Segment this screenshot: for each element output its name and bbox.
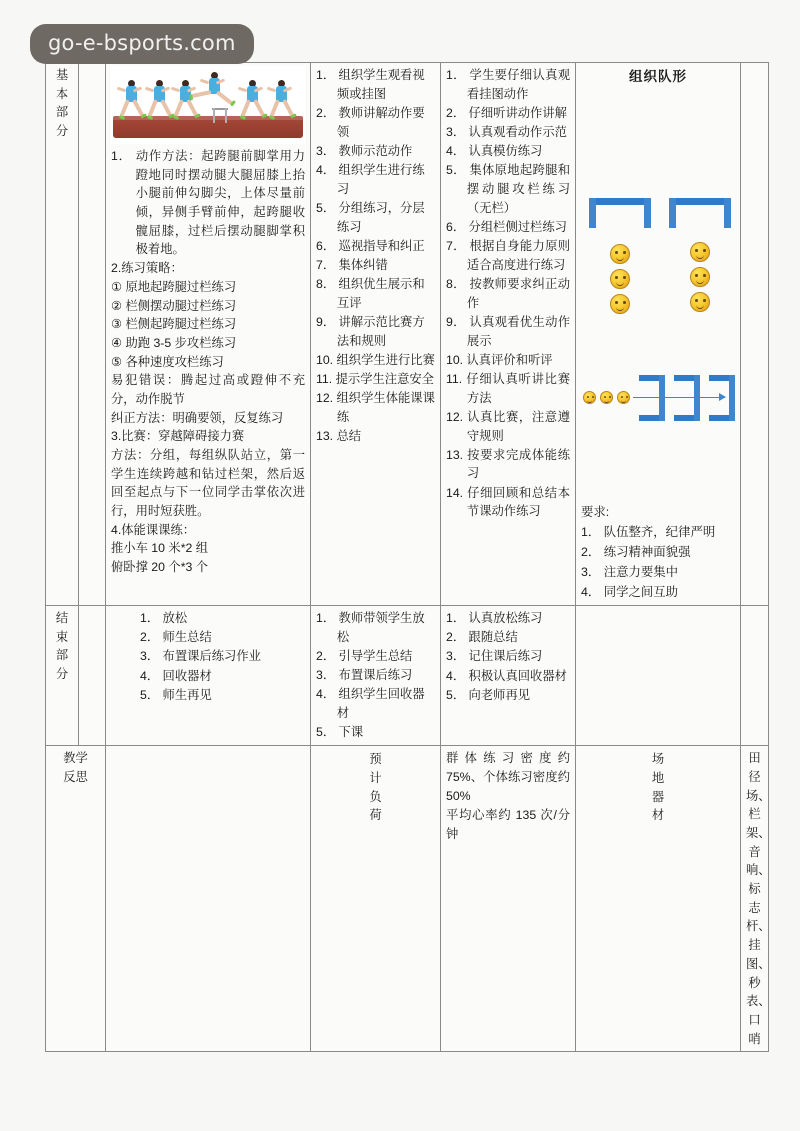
- formation-diagram: [581, 198, 735, 498]
- runner-figure: [244, 80, 261, 122]
- teacher-activity-item: 9． 讲解示范比赛方法和规则: [316, 314, 425, 348]
- student-activity-item: 2． 仔细听讲动作讲解: [446, 105, 567, 120]
- content-line: ① 原地起跨腿过栏练习: [111, 279, 237, 294]
- student-activity-item: 2． 跟随总结: [446, 630, 518, 645]
- student-activity-item: 14. 仔细回顾和总结本节课动作练习: [446, 485, 570, 519]
- venue-equipment-label: 场 地 器 材: [576, 746, 741, 1052]
- student-activity-item: 8． 按教师要求纠正动作: [446, 277, 570, 310]
- runner-figure: [151, 80, 168, 122]
- teacher-activity-item: 12. 组织学生体能课课练: [316, 391, 435, 424]
- student-activity-item: 12. 认真比赛，注意遵守规则: [446, 409, 570, 443]
- student-marker-icon: [610, 269, 630, 289]
- runner-figure: [123, 80, 140, 122]
- basic-teacher-activities-cell: [311, 63, 441, 606]
- student-activity-item: 9． 认真观看优生动作展示: [446, 314, 570, 348]
- hurdle-icon: [669, 198, 731, 228]
- basic-extra-cell: [741, 63, 769, 606]
- student-activity-item: 13. 按要求完成体能练习: [446, 447, 570, 481]
- teacher-activity-item: 3． 教师示范动作: [316, 143, 413, 158]
- student-activity-item: 11. 仔细认真听讲比赛方法: [446, 372, 570, 405]
- content-line: 4． 回收器材: [140, 668, 212, 683]
- basic-formation-cell: [576, 63, 741, 606]
- basic-content-text: [111, 147, 305, 577]
- content-line: 4.体能课课练：: [111, 522, 196, 537]
- basic-time-cell: [79, 63, 106, 606]
- teacher-activity-item: 8． 组织优生展示和互评: [316, 277, 425, 310]
- content-line: 3.比赛：穿越障碍接力赛: [111, 429, 245, 444]
- section-label-basic: 基 本 部 分: [46, 63, 79, 606]
- content-line: ③ 栏侧起跨腿过栏练习: [111, 317, 237, 332]
- student-marker-icon-small: [617, 391, 630, 404]
- content-line: ④ 助跑 3-5 步攻栏练习: [111, 335, 237, 350]
- teacher-activity-item: 4． 组织学生回收器材: [316, 687, 425, 720]
- requirement-item: 1． 队伍整齐，纪律严明: [581, 524, 716, 539]
- student-marker-icon: [690, 267, 710, 287]
- expected-load-label: 预 计 负 荷: [311, 746, 441, 1052]
- load-line: 群体练习密度约 75%、个体练习密度约 50%: [446, 751, 570, 803]
- teacher-activity-item: 5． 分组练习，分层练习: [316, 200, 425, 234]
- basic-student-activities-cell: [441, 63, 576, 606]
- venue-equipment-value: 田径场、栏架、音响、标志杆、挂图、秒表、口哨: [741, 746, 769, 1052]
- teacher-activity-item: 2． 引导学生总结: [316, 648, 413, 663]
- ending-time-cell: [79, 605, 106, 745]
- teacher-activity-item: 5． 下课: [316, 725, 364, 740]
- table-row-ending-section: [46, 605, 769, 745]
- requirement-item: 2． 练习精神面貌强: [581, 544, 691, 559]
- content-line: 推小车 10 米*2 组: [111, 541, 209, 556]
- student-activity-item: 4． 积极认真回收器材: [446, 668, 567, 683]
- teacher-activity-item: 11. 提示学生注意安全: [316, 372, 434, 386]
- student-activity-item: 5． 向老师再见: [446, 687, 531, 702]
- bracket-hurdle-icon: [639, 375, 665, 421]
- student-marker-icon-small: [583, 391, 596, 404]
- reflection-label: 教学 反思: [46, 746, 106, 1052]
- bracket-hurdle-icon: [674, 375, 700, 421]
- requirement-item: 4． 同学之间互助: [581, 584, 679, 599]
- student-activity-item: 5． 集体原地起跨腿和摆动腿攻栏练习（无栏）: [446, 163, 570, 215]
- teacher-activity-item: 4． 组织学生进行练习: [316, 162, 425, 196]
- student-marker-icon: [610, 244, 630, 264]
- load-line: 平均心率约 135 次/分钟: [446, 807, 570, 841]
- student-activity-item: 3． 记住课后练习: [446, 649, 543, 664]
- content-line: 纠正方法：明确要领，反复练习: [111, 410, 284, 425]
- teacher-activity-item: 1． 组织学生观看视频或挂图: [316, 68, 425, 101]
- section-label-ending: 结 束 部 分: [46, 605, 79, 745]
- formation-title: 组织队形: [629, 69, 687, 84]
- formation-requirements: [581, 498, 735, 602]
- content-line: 易犯错误：腾起过高或蹬伸不充分，动作脱节: [111, 373, 305, 406]
- content-line: ⑤ 各种速度攻栏练习: [111, 354, 224, 369]
- runner-figure: [273, 80, 290, 122]
- lesson-plan-table: [45, 62, 769, 1052]
- ending-formation-cell: [576, 605, 741, 745]
- runner-figure-jumping: [206, 72, 223, 114]
- content-line: 俯卧撑 20 个*3 个: [111, 560, 209, 575]
- student-marker-icon: [610, 294, 630, 314]
- student-activity-item: 6． 分组栏侧过栏练习: [446, 220, 567, 234]
- expected-load-value-cell: [441, 746, 576, 1052]
- bracket-hurdle-icon: [709, 375, 735, 421]
- student-activity-item: 7． 根据自身能力原则适合高度进行练习: [446, 239, 570, 272]
- teacher-activity-item: 3． 布置课后练习: [316, 668, 413, 683]
- teacher-activity-item: 13. 总结: [316, 429, 362, 444]
- hurdle-sequence-illustration: [111, 66, 305, 144]
- ending-extra-cell: [741, 605, 769, 745]
- basic-content-cell: [106, 63, 311, 606]
- content-line: 3． 布置课后练习作业: [140, 649, 261, 664]
- teacher-activity-item: 7． 集体纠错: [316, 257, 388, 272]
- student-activity-item: 1． 学生要仔细认真观看挂图动作: [446, 68, 570, 101]
- ending-teacher-activities-cell: [311, 605, 441, 745]
- hurdle-icon: [589, 198, 651, 228]
- student-marker-icon-small: [600, 391, 613, 404]
- table-row-reflection: [46, 746, 769, 1052]
- student-marker-icon: [690, 292, 710, 312]
- content-line: 2． 师生总结: [140, 630, 212, 645]
- watermark-badge: go-e-bsports.com: [30, 24, 254, 64]
- student-marker-icon: [690, 242, 710, 262]
- teacher-activity-item: 10. 组织学生进行比赛: [316, 352, 435, 367]
- table-row-basic-section: [46, 63, 769, 606]
- teacher-activity-item: 6． 巡视指导和纠正: [316, 238, 425, 253]
- student-activity-item: 4． 认真模仿练习: [446, 144, 543, 159]
- ending-content-cell: [106, 605, 311, 745]
- content-line: 方法：分组，每组纵队站立，第一学生连续跨越和钻过栏架，然后返回至起点与下一位同学击掌依次进行，用时短获胜。: [111, 448, 305, 519]
- student-activity-item: 1． 认真放松练习: [446, 610, 543, 625]
- content-line: 2.练习策略：: [111, 261, 183, 276]
- runner-figure: [177, 80, 194, 122]
- student-activity-item: 3． 认真观看动作示范: [446, 125, 567, 140]
- requirement-item: 3． 注意力要集中: [581, 564, 679, 579]
- content-line: ② 栏侧摆动腿过栏练习: [111, 298, 237, 313]
- ending-student-activities-cell: [441, 605, 576, 745]
- content-line: 1． 放松: [140, 610, 188, 625]
- student-activity-item: 10. 认真评价和听评: [446, 352, 553, 367]
- teacher-activity-item: 1． 教师带领学生放松: [316, 610, 425, 644]
- content-line: 5． 师生再见: [140, 687, 212, 702]
- reflection-body-cell[interactable]: [106, 746, 311, 1052]
- content-line: 1． 动作方法：起跨腿前脚掌用力蹬地同时摆动腿大腿屈膝上抬小腿前伸勾脚尖，上体尽量前倾，异侧手臂前伸，起跨腿收髋屈膝，过栏后摆动腿脚掌积极着地。: [111, 149, 305, 257]
- teacher-activity-item: 2． 教师讲解动作要领: [316, 105, 425, 139]
- requirements-heading: 要求:: [581, 504, 610, 519]
